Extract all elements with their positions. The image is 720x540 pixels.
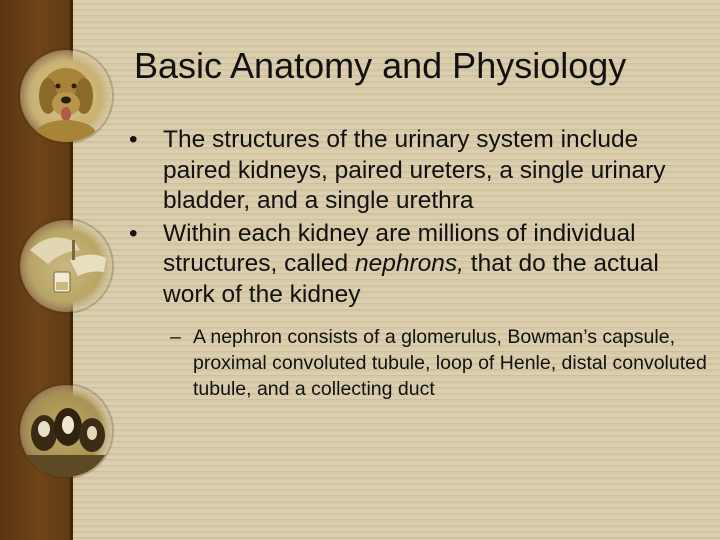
bullet-item xyxy=(125,125,710,217)
bullet-text-part: Within each kidney are millions of individual structures, called xyxy=(163,219,636,277)
slide-body xyxy=(125,125,710,402)
sub-bullet-marker: – xyxy=(170,326,181,348)
bullet-item xyxy=(125,219,710,311)
slide-title: Basic Anatomy and Physiology xyxy=(134,45,627,86)
bullet-marker: • xyxy=(129,219,138,247)
sub-bullet-item xyxy=(125,324,710,402)
lab-hands-beaker-icon xyxy=(20,220,112,312)
bullet-text: The structures of the urinary system include paired kidneys, paired ureters, a single urinary bladder, and a single urethra xyxy=(163,126,666,214)
dairy-cows-icon xyxy=(20,385,112,477)
bullet-text-part: that do the actual work of the kidney xyxy=(163,250,659,308)
bullet-marker: • xyxy=(129,126,138,153)
sub-bullet-text: A nephron consists of a glomerulus, Bowman’s capsule, proximal convoluted tubule, loop of Henle, distal convoluted tubule, and a collecting duct xyxy=(193,326,707,400)
golden-retriever-icon xyxy=(20,50,112,142)
bullet-text-emphasis: nephrons, xyxy=(355,250,464,277)
